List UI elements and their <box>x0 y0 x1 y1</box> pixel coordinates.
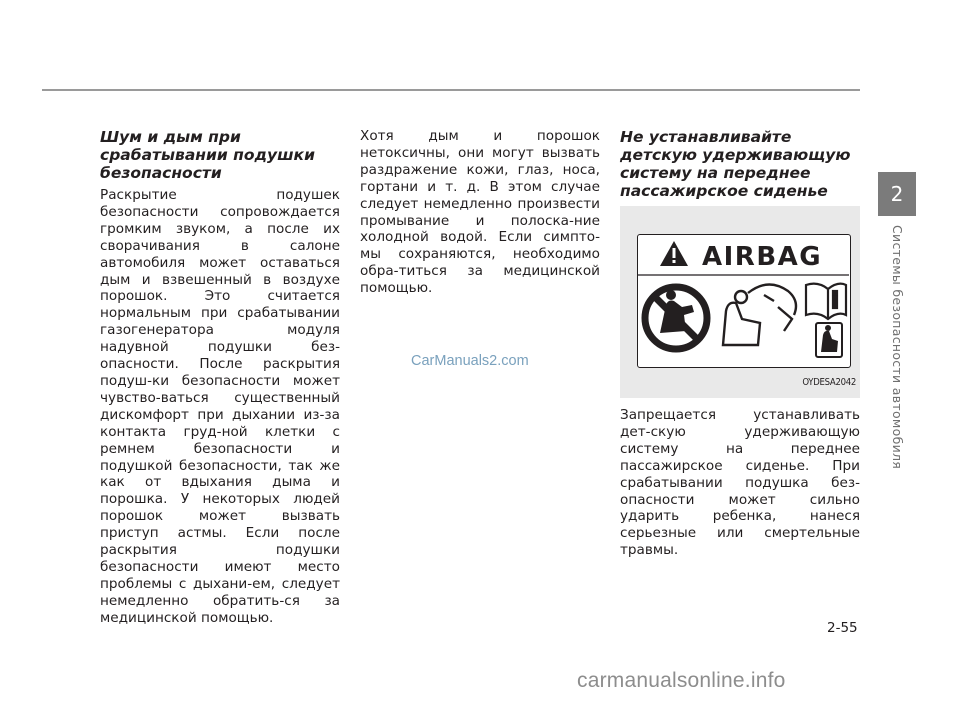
airbag-label-graphic <box>638 235 849 366</box>
column-3 <box>620 128 860 559</box>
warning-triangle-icon <box>660 241 688 266</box>
body-paragraph: Раскрытие подушек безопасности сопровождается громким звуком, а после их сворачивания в салоне автомобиля может оставаться дым и взвешенный в воздухе порошок. Это считается нормальным при срабатывании газогенератора модуля надувной подушки без-опасности. После раскрытия подуш-ки безопасности может чувство-ваться существенный дискомфорт при дыхании из-за контакта груд-ной клетки с ремнем безопасности и подушкой безопасности, так же как от вдыхания дыма и порошка. У некоторых людей порошок может вызвать приступ астмы. Если после раскрытия подушки безопасности имеют место проблемы с дыхани-ем, следует немедленно обратить-ся за медицинской помощью. <box>100 187 340 626</box>
airbag-label-text: AIRBAG <box>702 242 823 272</box>
chapter-number: 2 <box>890 182 904 206</box>
body-paragraph: Запрещается устанавливать дет-скую удерживающую систему на переднее пассажирское сиденье. При срабатывании подушка без-опасности может сильно ударить ребенка, нанеся серьезные или смертельные травмы. <box>620 407 860 559</box>
chapter-tab <box>878 172 916 216</box>
section-heading-child-seat: Не устанавливайте детскую удерживающую систему на переднее пассажирское сиденье <box>620 128 851 200</box>
column-1 <box>100 128 340 627</box>
top-rule <box>42 89 860 91</box>
page-number: 2-55 <box>827 620 858 636</box>
child-seat-rear-icon <box>816 323 842 357</box>
child-seat-airbag-icon <box>723 284 796 345</box>
airbag-label-figure <box>620 206 860 398</box>
watermark-text[interactable]: CarManuals2.com <box>411 353 529 369</box>
section-heading-smoke: Шум и дым при срабатывании подушки безопасности <box>100 128 315 182</box>
column-2 <box>360 128 600 297</box>
airbag-warning-label <box>637 234 851 368</box>
manual-book-icon <box>806 284 846 319</box>
figure-code: OYDESA2042 <box>802 377 856 389</box>
no-child-seat-icon <box>645 287 707 349</box>
body-paragraph: Хотя дым и порошок нетоксичны, они могут вызвать раздражение кожи, глаз, носа, гортани и т. д. В этом случае следует немедленно произвести промывание и полоска-ние холодной водой. Если симпто-мы сохраняются, необходимо обра-титься за медицинской помощью. <box>360 128 600 297</box>
site-watermark[interactable]: carmanualsonline.info <box>577 669 786 692</box>
chapter-title: Системы безопасности автомобиля <box>890 225 905 470</box>
